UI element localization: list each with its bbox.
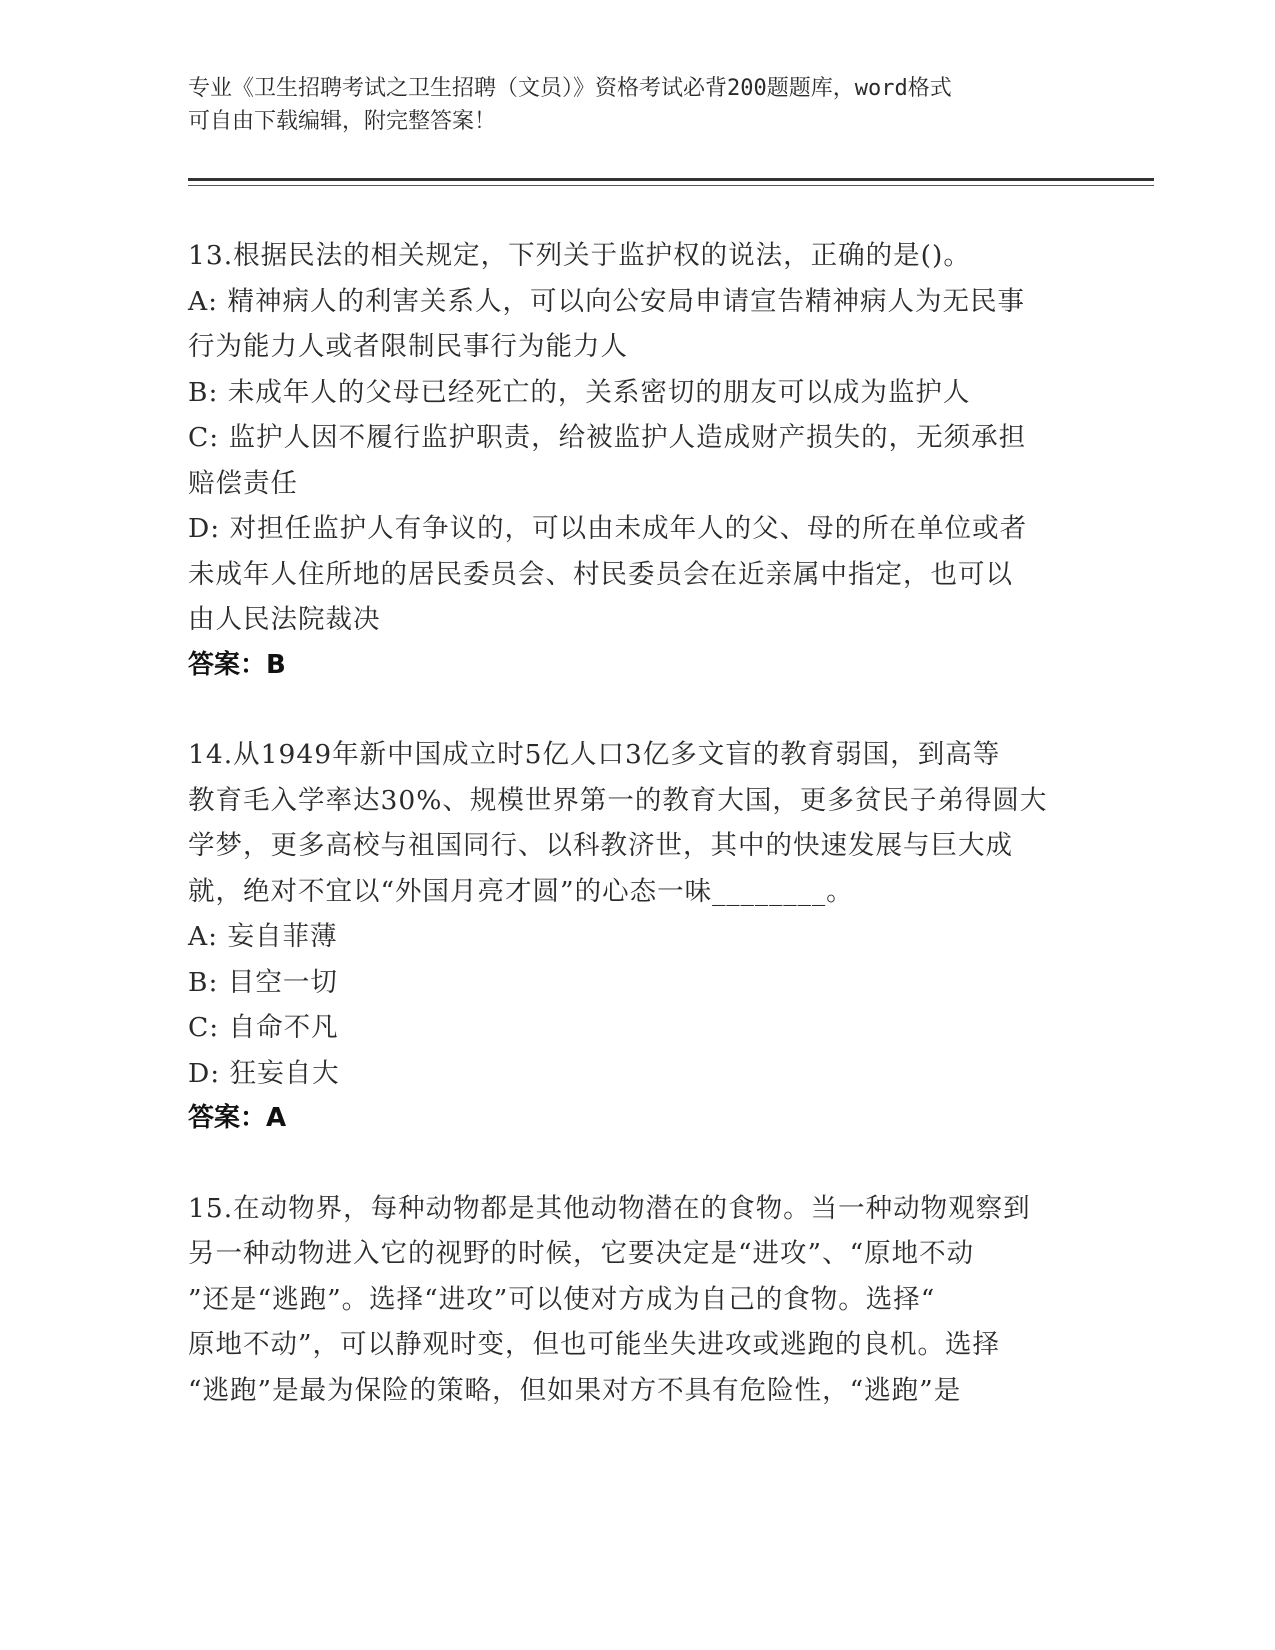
option-c: C: 自命不凡: [188, 1012, 339, 1043]
question-stem-line-1: 14.从1949年新中国成立时5亿人口3亿多文盲的教育弱国，到高等: [188, 739, 1001, 770]
option-c-line-2: 赔偿责任: [188, 467, 298, 499]
answer-value: A: [266, 1103, 287, 1133]
option-d-line-2: 未成年人住所地的居民委员会、村民委员会在近亲属中指定，也可以: [188, 558, 1013, 590]
question-stem-line-1: 15.在动物界，每种动物都是其他动物潜在的食物。当一种动物观察到: [188, 1192, 1031, 1224]
question-stem-line-5: “逃跑”是最为保险的策略，但如果对方不具有危险性，“逃跑”是: [188, 1374, 962, 1406]
header-title-line-2: 可自由下载编辑，附完整答案！: [188, 109, 497, 134]
answer-value: B: [266, 649, 286, 680]
answer-label: 答案：: [188, 1103, 267, 1133]
answer: [188, 1096, 1088, 1142]
answer-label: 答案：: [188, 649, 267, 680]
option-d-line-1: D: 对担任监护人有争议的，可以由未成年人的父、母的所在单位或者: [188, 513, 1028, 544]
question-stem: 13.根据民法的相关规定，下列关于监护权的说法，正确的是()。: [188, 240, 971, 271]
option-c-line-1: C: 监护人因不履行监护职责，给被监护人造成财产损失的，无须承担: [188, 422, 1027, 453]
header-divider-thin: [188, 185, 1154, 186]
question-list: [188, 233, 1088, 1457]
header-divider-thick: [188, 178, 1154, 181]
question-stem-line-3: ”还是“逃跑”。选择“进攻”可以使对方成为自己的食物。选择“: [188, 1283, 936, 1315]
question-14: [188, 732, 1088, 1142]
question-15: [188, 1186, 1088, 1414]
option-d-line-3: 由人民法院裁决: [188, 604, 381, 635]
option-a-line-2: 行为能力人或者限制民事行为能力人: [188, 331, 628, 362]
question-stem-line-3: 学梦，更多高校与祖国同行、以科教济世，其中的快速发展与巨大成: [188, 830, 1013, 861]
page-header: [188, 72, 1068, 138]
question-stem-line-4: 原地不动”，可以静观时变，但也可能坐失进攻或逃跑的良机。选择: [188, 1329, 1001, 1360]
answer: [188, 643, 1088, 689]
question-stem-line-2: 另一种动物进入它的视野的时候，它要决定是“进攻”、“原地不动: [188, 1238, 975, 1269]
option-a: A: 妄自菲薄: [188, 921, 338, 952]
option-b: B: 未成年人的父母已经死亡的，关系密切的朋友可以成为监护人: [188, 376, 971, 408]
header-title-line-1: 专业《卫生招聘考试之卫生招聘（文员）》资格考试必背200题题库，word格式: [188, 76, 952, 101]
option-d: D: 狂妄自大: [188, 1057, 340, 1089]
option-b: B: 目空一切: [188, 966, 338, 998]
question-13: [188, 233, 1088, 688]
option-a-line-1: A: 精神病人的利害关系人，可以向公安局申请宣告精神病人为无民事: [188, 285, 1025, 317]
question-stem-line-4: 就，绝对不宜以“外国月亮才圆”的心态一味________。: [188, 875, 854, 907]
question-stem-line-2: 教育毛入学率达30%、规模世界第一的教育大国，更多贫民子弟得圆大: [188, 784, 1048, 816]
